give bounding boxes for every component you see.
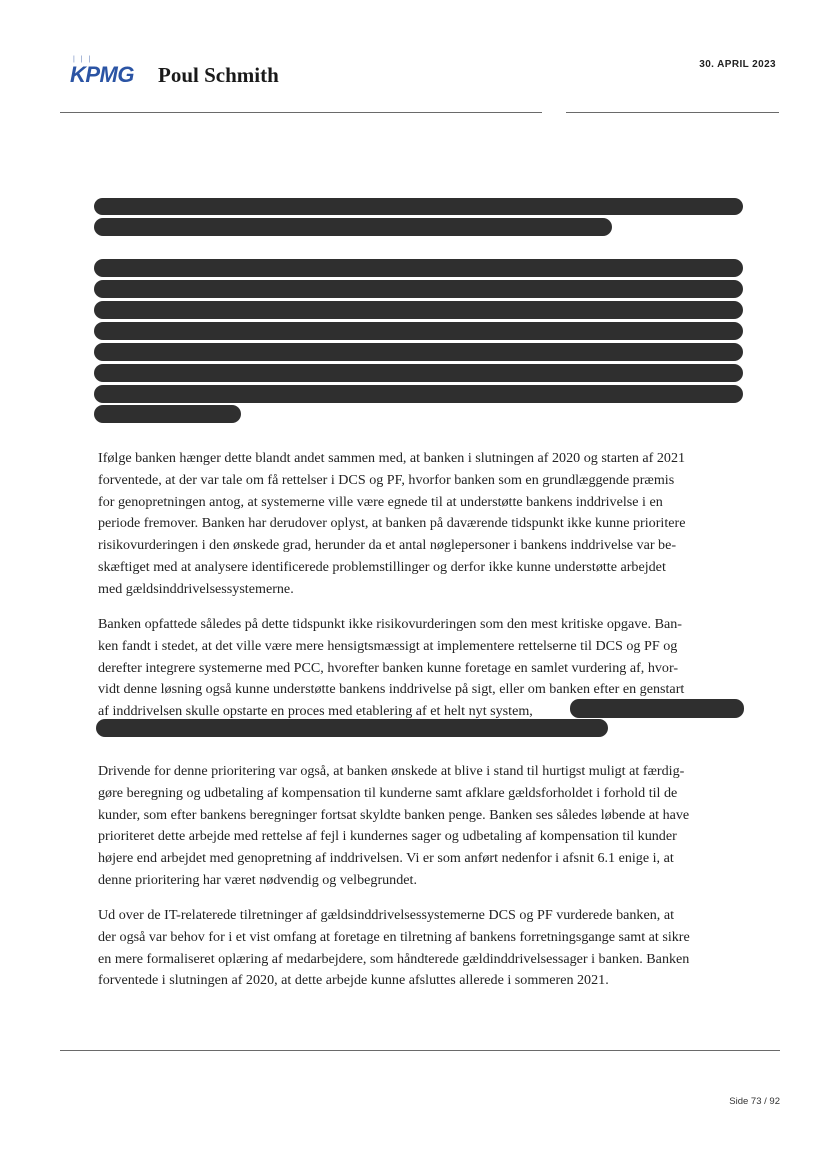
text-line: forventede i slutningen af 2020, at dette arbejde kunne afsluttes allerede i sommeren 2021.	[98, 972, 609, 989]
redaction-bar	[94, 259, 743, 277]
redaction-bar	[94, 385, 743, 403]
header-rule-left	[60, 112, 542, 113]
redaction-bar	[94, 301, 743, 319]
redaction-bar	[94, 343, 743, 361]
page-number: Side 73 / 92	[729, 1096, 780, 1107]
body-paragraph	[98, 448, 741, 601]
text-line: for genopretningen antog, at systemerne ville være egnede til at understøtte bankens inddrivelse i en	[98, 493, 663, 510]
redaction-bar	[570, 699, 744, 718]
logo-text: KPMG	[70, 62, 134, 87]
text-line: en mere formaliseret oplæring af medarbejdere, som håndterede gældinddrivelsessager i banken. Banken	[98, 950, 690, 967]
text-line: gøre beregning og udbetaling af kompensation til kunderne samt afklare gældsforholdet i forhold til de	[98, 784, 678, 801]
text-line: Banken opfattede således på dette tidspunkt ikke risikovurderingen som den mest kritiske opgave. Ban-	[98, 616, 682, 632]
text-line: ken fandt i stedet, at det ville være mere hensigtsmæssigt at implementere rettelserne til DCS og PF og	[98, 637, 678, 654]
redaction-bar	[94, 218, 612, 236]
text-line: prioriteret dette arbejde med rettelse af fejl i kundernes sager og udbetaling af kompensation til kunder	[98, 828, 677, 845]
redaction-bar	[94, 280, 743, 298]
logo-marks: | | |	[73, 56, 93, 63]
text-line: af inddrivelsen skulle opstarte en proces med etablering af et helt nyt system,	[98, 703, 533, 720]
text-line: forventede, at der var tale om få rettelser i DCS og PF, hvorfor banken som en grundlæggende præmis	[98, 471, 675, 488]
kpmg-logo	[70, 56, 134, 90]
text-line: Ud over de IT-relaterede tilretninger af gældsinddrivelsessystemerne DCS og PF vurderede banken, at	[98, 907, 674, 923]
document-date: 30. APRIL 2023	[699, 59, 776, 70]
text-line: højere end arbejdet med genopretning af inddrivelsen. Vi er som anført nedenfor i afsnit 6.1 enige i, at	[98, 850, 674, 867]
body-paragraph	[98, 905, 741, 992]
footer-rule	[60, 1050, 780, 1051]
redaction-bar	[94, 364, 743, 382]
text-line: periode fremover. Banken har derudover oplyst, at banken på daværende tidspunkt ikke kunne prioritere	[98, 515, 686, 532]
redaction-bar	[94, 322, 743, 340]
text-line: Ifølge banken hænger dette blandt andet sammen med, at banken i slutningen af 2020 og starten af 2021	[98, 450, 686, 466]
header-rule-right	[566, 112, 779, 113]
text-line: denne prioritering har været nødvendig og velbegrundet.	[98, 871, 417, 888]
redaction-bar	[94, 405, 241, 423]
text-line: kunder, som efter bankens beregninger fortsat skyldte banken penge. Banken ses således løbende at have	[98, 806, 690, 823]
body-paragraph	[98, 761, 741, 892]
text-line: skæftiget med at analysere identificerede problemstillinger og derfor ikke kunne understøtte arbejdet	[98, 558, 666, 575]
text-line: med gældsinddrivelsessystemerne.	[98, 580, 294, 597]
text-line: Drivende for denne prioritering var også, at banken ønskede at blive i stand til hurtigst muligt at færdig-	[98, 763, 685, 779]
text-line: derefter integrere systemerne med PCC, hvorefter banken kunne foretage en samlet vurdering af, hvor-	[98, 659, 679, 676]
text-line: vidt denne løsning også kunne understøtte bankens inddrivelse på sigt, eller om banken efter en genstart	[98, 681, 685, 698]
author-name: Poul Schmith	[158, 63, 279, 87]
text-line: risikovurderingen i den ønskede grad, herunder da et antal nøglepersoner i bankens inddrivelse var be-	[98, 537, 677, 554]
text-line: der også var behov for i et vist omfang at foretage en tilretning af bankens forretningsgange samt at sikre	[98, 928, 690, 945]
redaction-bar	[94, 198, 743, 215]
redaction-bar	[96, 719, 608, 737]
